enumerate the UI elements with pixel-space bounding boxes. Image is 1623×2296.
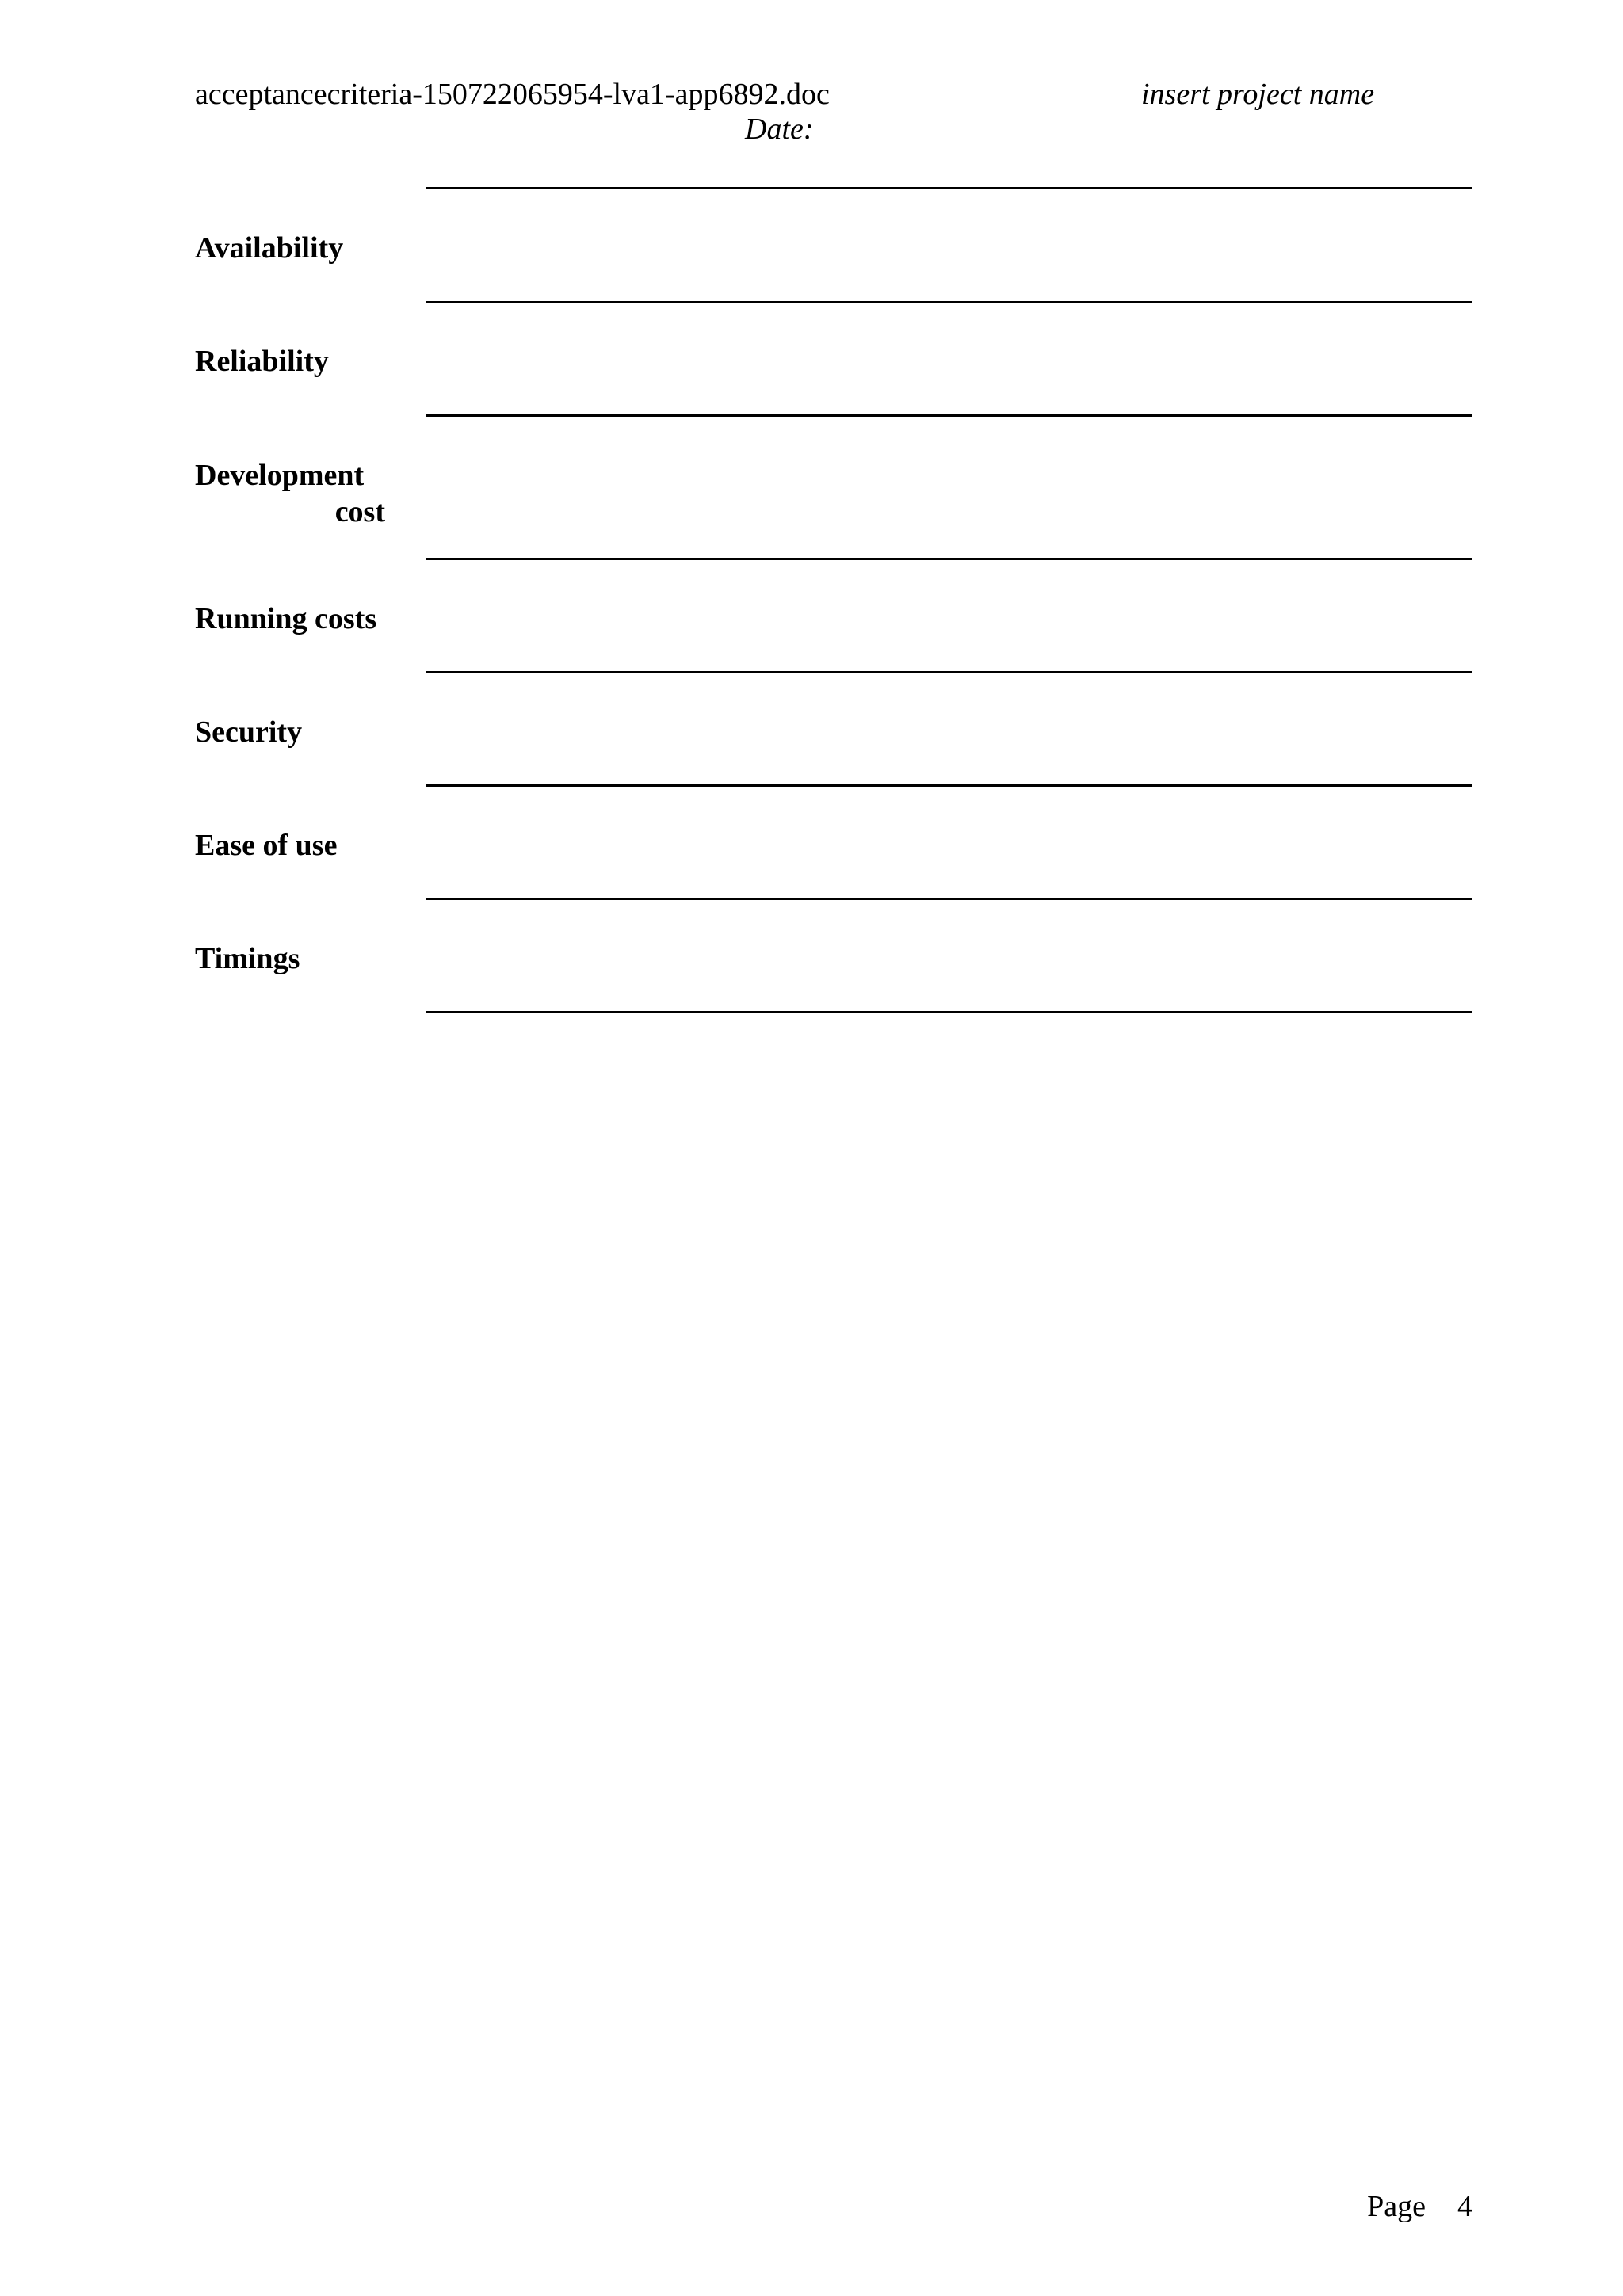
development-cost-label-line2: cost [334, 495, 385, 528]
document-filename: acceptancecriteria-150722065954-lva1-app6892.doc [195, 78, 830, 111]
page-number: 4 [1457, 2190, 1472, 2223]
date-label: Date: [745, 113, 814, 146]
security-entry-line[interactable] [426, 784, 1472, 787]
criterion-reliability-label: Reliability [195, 345, 329, 378]
criterion-running-costs-label: Running costs [195, 602, 377, 635]
criterion-availability-label: Availability [195, 231, 344, 265]
criterion-development-cost-label [195, 457, 385, 530]
running-costs-entry-line[interactable] [426, 671, 1472, 673]
ease-of-use-entry-line[interactable] [426, 898, 1472, 900]
criterion-timings-label: Timings [195, 942, 300, 975]
timings-entry-line[interactable] [426, 1011, 1472, 1013]
criterion-ease-of-use-label: Ease of use [195, 829, 338, 862]
development-cost-entry-line[interactable] [426, 558, 1472, 560]
page-label: Page [1367, 2190, 1426, 2223]
reliability-entry-line[interactable] [426, 414, 1472, 417]
page-footer [1367, 2188, 1472, 2225]
criterion-security-label: Security [195, 715, 303, 749]
availability-entry-line[interactable] [426, 301, 1472, 303]
project-name: insert project name [1141, 78, 1375, 111]
development-cost-label-line1: Development [195, 459, 365, 492]
divider-line [426, 187, 1472, 189]
